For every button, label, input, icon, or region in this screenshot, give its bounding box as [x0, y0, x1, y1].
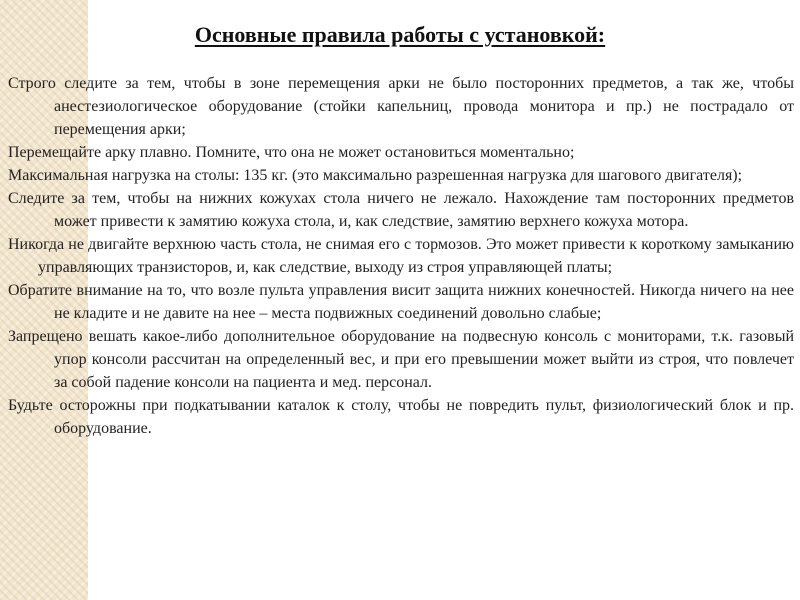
rule-item-4: Следите за тем, чтобы на нижних кожухах стола ничего не лежало. Нахождение там посторонних предметов может привести к замятию кожуха стола, и, как следствие, замятию верхнего кожуха мотора. — [8, 190, 794, 230]
rule-item-8: Будьте осторожны при подкатывании каталок к столу, чтобы не повредить пульт, физиологический блок и пр. оборудование. — [8, 397, 794, 437]
rule-item-3: Максимальная нагрузка на столы: 135 кг. (это максимально разрешенная нагрузка для шагового двигателя); — [8, 167, 743, 184]
rule-item-2: Перемещайте арку плавно. Помните, что она не может остановиться моментально; — [8, 144, 575, 161]
slide-title: Основные правила работы с установкой: — [194, 22, 606, 47]
rule-item-6: Обратите внимание на то, что возле пульта управления висит защита нижних конечностей. Никогда ничего на нее не кладите и не давите на нее – места подвижных соединений довольно слабые; — [8, 282, 794, 322]
rule-item-5: Никогда не двигайте верхнюю часть стола, не снимая его с тормозов. Это может привести к короткому замыканию управляющих транзисторов, и, как следствие, выходу из строя управляющей платы; — [8, 236, 794, 276]
rule-item-7: Запрещено вешать какое-либо дополнительное оборудование на подвесную консоль с мониторами, т.к. газовый упор консоли рассчитан на определенный вес, и при его превышении может выйти из строя, что повлечет за собой падение консоли на пациента и мед. персонал. — [8, 328, 794, 391]
rule-item-1: Строго следите за тем, чтобы в зоне перемещения арки не было посторонних предметов, а так же, чтобы анестезиологическое оборудование (стойки капельниц, провода монитора и пр.) не пострадало от перемещения арки; — [8, 75, 794, 138]
rules-list — [8, 72, 794, 440]
